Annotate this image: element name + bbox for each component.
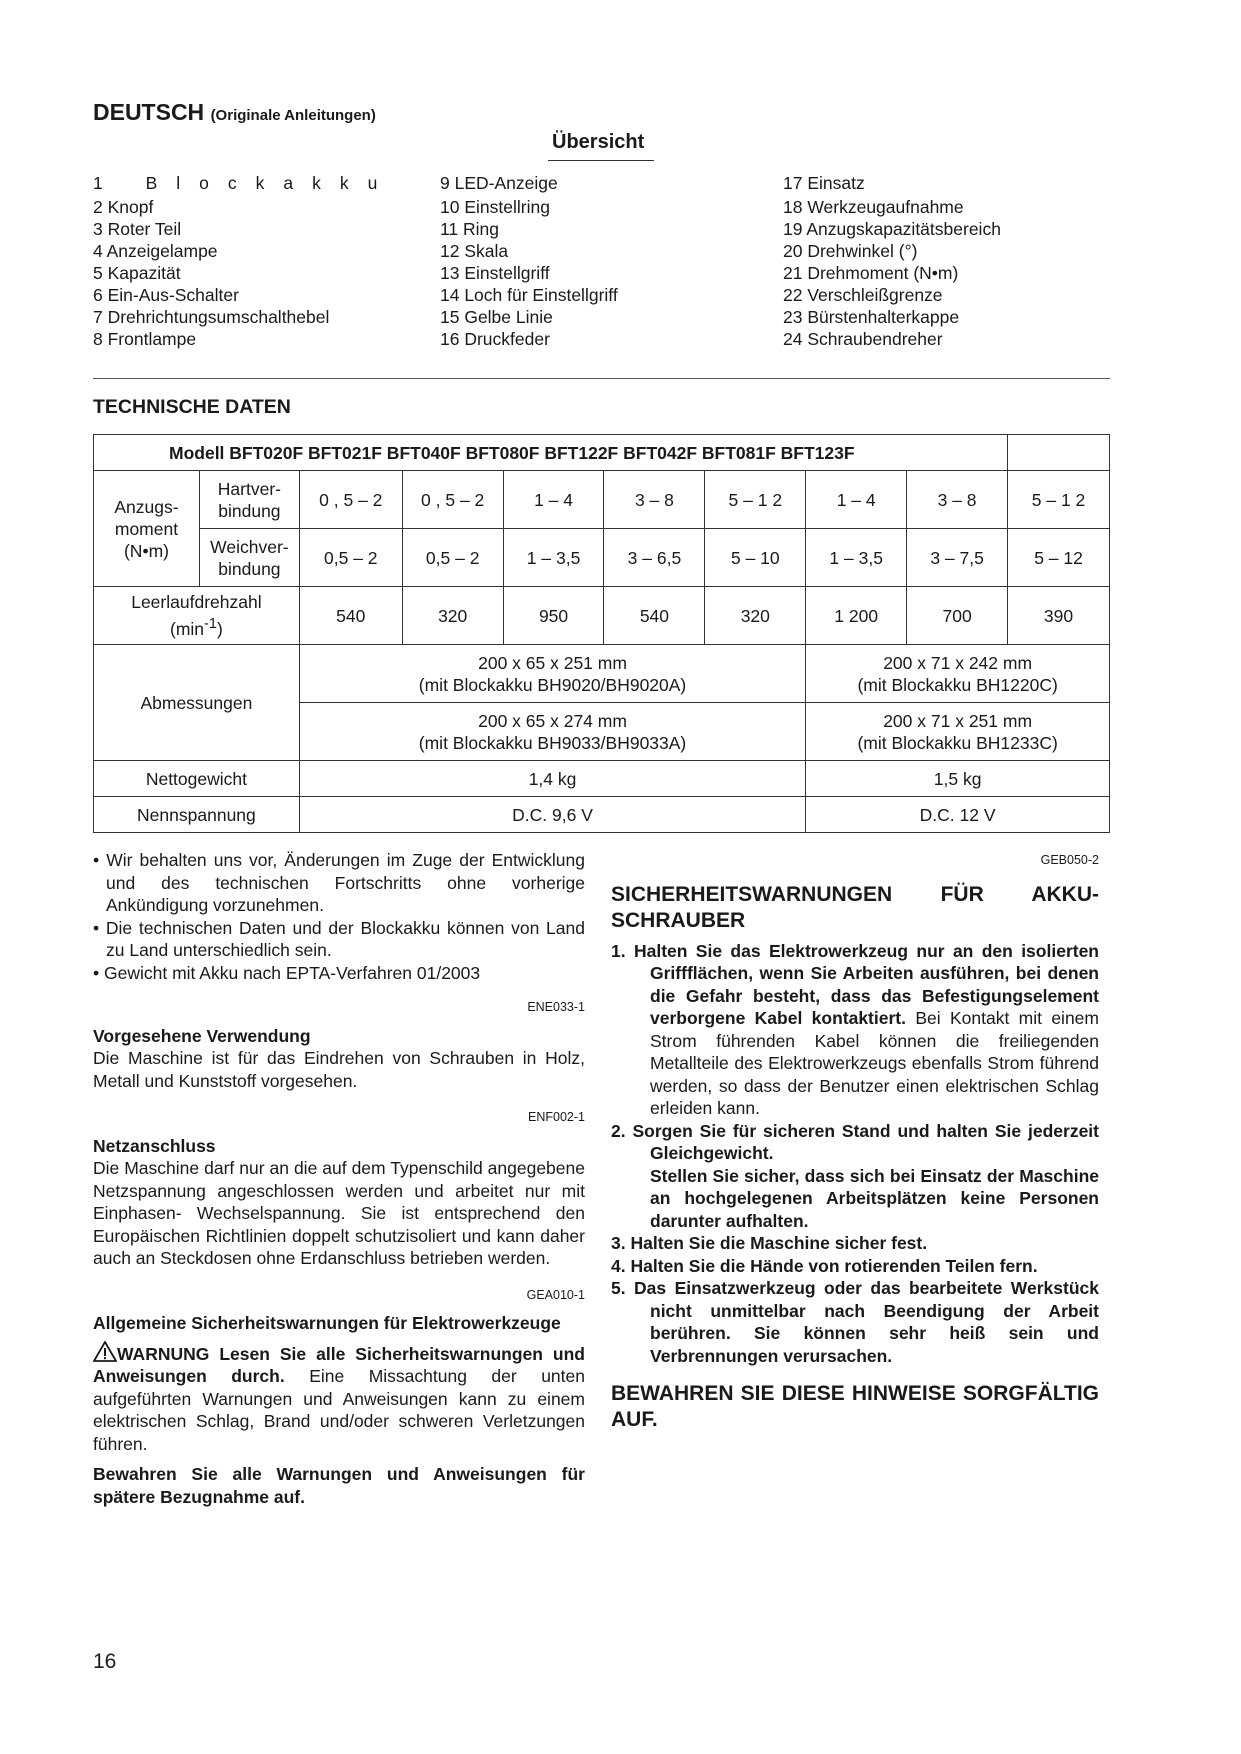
part-item: 11 Ring xyxy=(440,219,500,239)
safety-item-bold: 1. Halten Sie das Elektrowerkzeug nur an den isolierten Griffflächen, wenn Sie Arbeiten ausführen, bei denen die Gefahr besteht, dass das Befestigungselement verborgene Kabel kontaktiert. xyxy=(611,940,1099,1028)
part-item: 22 Verschleißgrenze xyxy=(783,285,943,305)
hard-value: 1 – 4 xyxy=(806,471,907,529)
part-item: 15 Gelbe Linie xyxy=(440,307,553,327)
weight-value: 1,5 kg xyxy=(806,761,1110,797)
part-item: 17 Einsatz xyxy=(783,173,865,193)
overview-underline xyxy=(548,160,654,161)
hard-value: 0 , 5 – 2 xyxy=(402,471,503,529)
part-item: 7 Drehrichtungsumschalthebel xyxy=(93,307,330,327)
note-text: Wir behalten uns vor, Änderungen im Zuge der Entwicklung und des technischen Fortschritts ohne vorherige Ankündigung vorzunehmen. xyxy=(106,850,585,915)
hard-joint-label xyxy=(199,471,299,529)
part-item: 3 Roter Teil xyxy=(93,219,182,239)
torque-hard-row xyxy=(94,471,1110,529)
power-text: Die Maschine darf nur an die auf dem Typenschild angegebene Netzspannung angeschlossen werden und arbeitet nur mit Einphasen- Wechselspannung. Sie ist entsprechend den Europäischen Richtlinien doppelt schutzisoliert und kann daher auch an Steckdosen ohne Erdanschluss betrieben werden. xyxy=(93,1158,585,1268)
part-item: 9 LED-Anzeige xyxy=(440,173,558,193)
weight-value: 1,4 kg xyxy=(299,761,805,797)
dimension-size: 200 x 71 x 242 mm xyxy=(883,652,1033,673)
torque-soft-row xyxy=(94,529,1110,587)
empty-cell xyxy=(1008,435,1110,471)
torque-label-line: Anzugs- xyxy=(114,496,179,517)
ref-code: GEA010-1 xyxy=(526,1287,585,1302)
hard-value: 3 – 8 xyxy=(604,471,705,529)
page-number: 16 xyxy=(93,1650,117,1673)
safety-item: 2. Sorgen Sie für sicheren Stand und halten Sie jederzeit Gleichgewicht. xyxy=(611,1120,1099,1163)
soft-value: 0,5 – 2 xyxy=(299,529,402,587)
soft-value: 1 – 3,5 xyxy=(806,529,907,587)
speed-unit-close: ) xyxy=(217,618,223,639)
safety-item: 4. Halten Sie die Hände von rotierenden Teilen fern. xyxy=(611,1255,1038,1276)
part-item: 10 Einstellring xyxy=(440,197,550,217)
hard-value: 3 – 8 xyxy=(907,471,1008,529)
part-item: 5 Kapazität xyxy=(93,263,181,283)
language-label: DEUTSCH xyxy=(93,99,205,125)
spec-table xyxy=(93,434,1110,833)
torque-label-line: moment xyxy=(114,518,179,539)
section-divider xyxy=(93,378,1110,379)
parts-list-col1 xyxy=(93,172,396,350)
soft-value: 3 – 7,5 xyxy=(907,529,1008,587)
part-item: 19 Anzugskapazitätsbereich xyxy=(783,219,1001,239)
part-item: 14 Loch für Einstellgriff xyxy=(440,285,618,305)
part-item: 24 Schraubendreher xyxy=(783,329,943,349)
part-item: 1 Blockakku xyxy=(93,173,397,193)
soft-label-line: Weichver- xyxy=(210,536,289,557)
part-item: 8 Frontlampe xyxy=(93,329,197,349)
speed-value: 950 xyxy=(503,587,604,645)
part-item: 2 Knopf xyxy=(93,197,154,217)
speed-value: 540 xyxy=(299,587,402,645)
language-subtitle: (Originale Anleitungen) xyxy=(210,107,376,124)
model-header: Modell BFT020F BFT021F BFT040F BFT080F BFT122F BFT042F BFT081F BFT123F xyxy=(94,435,1008,471)
torque-label-line: (N•m) xyxy=(123,540,169,561)
part-item: 21 Drehmoment (N•m) xyxy=(783,263,959,283)
weight-row xyxy=(94,761,1110,797)
parts-list-col2 xyxy=(440,172,618,350)
dimension-value xyxy=(299,703,805,761)
soft-value: 5 – 12 xyxy=(1008,529,1110,587)
safety-list xyxy=(611,940,1099,1368)
right-column xyxy=(611,849,1099,1433)
dimension-size: 200 x 65 x 251 mm xyxy=(478,652,627,673)
ref-code: ENE033-1 xyxy=(527,1000,585,1014)
note-bullet: • Wir behalten uns vor, Änderungen im Zuge der Entwicklung und des technischen Fortschritts ohne vorherige Ankündigung vorzunehmen. xyxy=(93,850,585,915)
hard-value: 5 – 1 2 xyxy=(1008,471,1110,529)
safety-item-continued: Stellen Sie sicher, dass sich bei Einsatz der Maschine an hochgelegenen Arbeitsplätzen keine Personen darunter aufhalten. xyxy=(650,1165,1099,1231)
keep-notes-title: BEWAHREN SIE DIESE HINWEISE SORGFÄLTIG AUF. xyxy=(611,1382,1099,1431)
dimension-battery: (mit Blockakku BH9033/BH9033A) xyxy=(418,732,687,753)
part-item: 18 Werkzeugaufnahme xyxy=(783,197,964,217)
hard-label-line: Hartver- xyxy=(217,478,281,499)
dimension-value xyxy=(806,703,1110,761)
speed-value: 540 xyxy=(604,587,705,645)
dimension-battery: (mit Blockakku BH1233C) xyxy=(857,732,1058,753)
dimension-battery: (mit Blockakku BH1220C) xyxy=(857,674,1058,695)
warning-text: Eine Missachtung der unten aufgeführten Warnungen und Anweisungen kann zu einem elektrischen Schlag, Brand und/oder schweren Verletzungen führen. xyxy=(93,1366,585,1454)
parts-list-col3 xyxy=(783,172,1001,350)
dimension-value xyxy=(299,645,805,703)
note-bullet: • Die technischen Daten und der Blockakku können von Land zu Land unterschiedlich sein. xyxy=(93,917,585,960)
note-text: Die technischen Daten und der Blockakku können von Land zu Land unterschiedlich sein. xyxy=(105,917,585,960)
tech-data-heading: TECHNISCHE DATEN xyxy=(93,396,291,418)
part-item: 23 Bürstenhalterkappe xyxy=(783,307,960,327)
weight-label: Nettogewicht xyxy=(94,761,300,797)
voltage-label: Nennspannung xyxy=(94,797,300,833)
overview-title: Übersicht xyxy=(552,131,645,153)
part-item: 13 Einstellgriff xyxy=(440,263,550,283)
keep-instructions: Bewahren Sie alle Warnungen und Anweisungen für spätere Bezugnahme auf. xyxy=(93,1464,585,1507)
speed-value: 320 xyxy=(705,587,806,645)
speed-value: 320 xyxy=(402,587,503,645)
voltage-value: D.C. 12 V xyxy=(806,797,1110,833)
dimension-size: 200 x 71 x 251 mm xyxy=(883,710,1033,731)
use-text: Die Maschine ist für das Eindrehen von Schrauben in Holz, Metall und Kunststoff vorgesehen. xyxy=(93,1048,585,1091)
warning-paragraph xyxy=(93,1341,585,1456)
soft-label-line: bindung xyxy=(218,558,281,579)
ref-code: GEB050-2 xyxy=(1040,853,1099,867)
speed-value: 390 xyxy=(1008,587,1110,645)
dimension-battery: (mit Blockakku BH9020/BH9020A) xyxy=(418,674,687,695)
soft-value: 1 – 3,5 xyxy=(503,529,604,587)
voltage-row xyxy=(94,797,1110,833)
speed-unit-exponent: -1 xyxy=(204,616,217,633)
speed-unit-text: (min xyxy=(170,618,205,639)
note-text: Gewicht mit Akku nach EPTA-Verfahren 01/2003 xyxy=(104,962,481,983)
part-item: 6 Ein-Aus-Schalter xyxy=(93,285,239,305)
soft-value: 0,5 – 2 xyxy=(402,529,503,587)
ref-code: ENF002-1 xyxy=(528,1110,585,1124)
speed-label xyxy=(94,587,300,645)
speed-value: 700 xyxy=(907,587,1008,645)
power-title: Netzanschluss xyxy=(93,1135,216,1156)
hard-value: 0 , 5 – 2 xyxy=(299,471,402,529)
safety-item: 3. Halten Sie die Maschine sicher fest. xyxy=(611,1233,928,1253)
part-item: 16 Druckfeder xyxy=(440,329,550,349)
part-item: 20 Drehwinkel (°) xyxy=(783,241,918,261)
warning-triangle-icon xyxy=(93,1341,117,1362)
note-bullet: • Gewicht mit Akku nach EPTA-Verfahren 01/2003 xyxy=(93,962,481,983)
model-row xyxy=(94,435,1110,471)
speed-row xyxy=(94,587,1110,645)
warning-bold-text: WARNUNG Lesen Sie alle Sicherheitswarnungen und Anweisungen durch. xyxy=(93,1343,585,1386)
use-title: Vorgesehene Verwendung xyxy=(93,1025,311,1046)
speed-unit xyxy=(94,613,299,640)
speed-label-line: Leerlaufdrehzahl xyxy=(131,592,262,613)
cordless-safety-title: SICHERHEITSWARNUNGEN FÜR AKKU-SCHRAUBER xyxy=(611,882,1099,932)
safety-item xyxy=(611,940,1099,1120)
left-column xyxy=(93,849,585,1508)
speed-value: 1 200 xyxy=(806,587,907,645)
dimension-value xyxy=(806,645,1110,703)
safety-item-text: Bei Kontakt mit einem Strom führenden Kabel können die freiliegenden Metallteile des Elektrowerkzeugs ebenfalls Strom führend werden, so dass der Benutzer einen elektrischen Schlag erleiden kann. xyxy=(650,1008,1099,1118)
hard-label-line: bindung xyxy=(218,500,281,521)
soft-value: 5 – 10 xyxy=(705,529,806,587)
safety-item: 5. Das Einsatzwerkzeug oder das bearbeitete Werkstück nicht unmittelbar nach Beendigung der Arbeit berühren. Sie können sehr heiß sein und Verbrennungen verursachen. xyxy=(611,1278,1099,1366)
torque-label xyxy=(94,471,200,587)
part-item: 4 Anzeigelampe xyxy=(93,241,218,261)
voltage-value: D.C. 9,6 V xyxy=(299,797,805,833)
general-safety-title: Allgemeine Sicherheitswarnungen für Elektrowerkzeuge xyxy=(93,1313,561,1333)
dimension-row-1 xyxy=(94,645,1110,703)
part-item: 12 Skala xyxy=(440,241,509,261)
soft-joint-label xyxy=(199,529,299,587)
dimension-size: 200 x 65 x 274 mm xyxy=(478,710,627,731)
language-heading xyxy=(93,99,376,126)
dimension-label: Abmessungen xyxy=(94,645,300,761)
hard-value: 1 – 4 xyxy=(503,471,604,529)
soft-value: 3 – 6,5 xyxy=(604,529,705,587)
hard-value: 5 – 1 2 xyxy=(705,471,806,529)
